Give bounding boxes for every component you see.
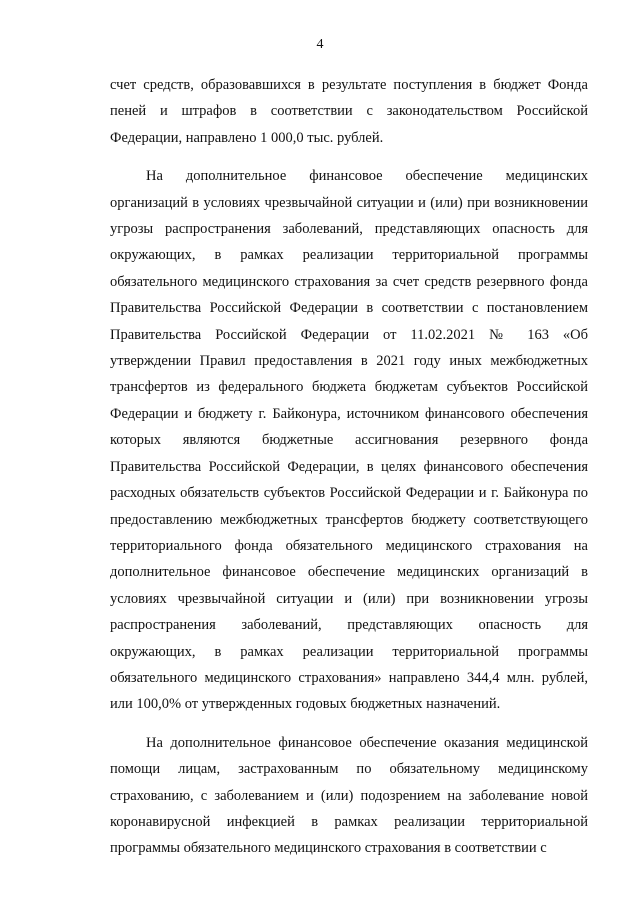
page-number: 4	[316, 37, 324, 52]
paragraph-reserve-fund: На дополнительное финансовое обеспечение медицинских организаций в условиях чрезвычайной ситуации и (или) при возникновении угрозы распространения заболеваний, представляющих опасность для окружающих, в рамках реализации территориальной программы обязательного медицинского страхования за счет средств резервного фонда Правительства Российской Федерации в соответствии с постановлением Правительства Российской Федерации от 11.02.2021 № 163 «Об утверждении Правил предоставления в 2021 году иных межбюджетных трансфертов из федерального бюджета бюджетам субъектов Российской Федерации и бюджету г. Байконура, источником финансового обеспечения которых являются бюджетные ассигнования резервного фонда Правительства Российской Федерации, в целях финансового обеспечения расходных обязательств субъектов Российской Федерации и г. Байконура по предоставлению межбюджетных трансфертов бюджету соответствующего территориального фонда обязательного медицинского страхования на дополнительное финансовое обеспечение медицинских организаций в условиях чрезвычайной ситуации и (или) при возникновении угрозы распространения заболеваний, представляющих опасность для окружающих, в рамках реализации территориальной программы обязательного медицинского страхования» направлено 344,4 млн. рублей, или 100,0% от утвержденных годовых бюджетных назначений.	[110, 168, 588, 713]
document-body	[110, 72, 588, 862]
paragraph-coronavirus-funding: На дополнительное финансовое обеспечение оказания медицинской помощи лицам, застрахованным по обязательному медицинскому страхованию, с заболеванием и (или) подозрением на заболевание новой коронавирусной инфекцией в рамках реализации территориальной программы обязательного медицинского страхования в соответствии с	[110, 734, 588, 857]
paragraph-continuation: счет средств, образовавшихся в результате поступления в бюджет Фонда пеней и штрафов в соответствии с законодательством Российской Федерации, направлено 1 000,0 тыс. рублей.	[110, 77, 588, 146]
